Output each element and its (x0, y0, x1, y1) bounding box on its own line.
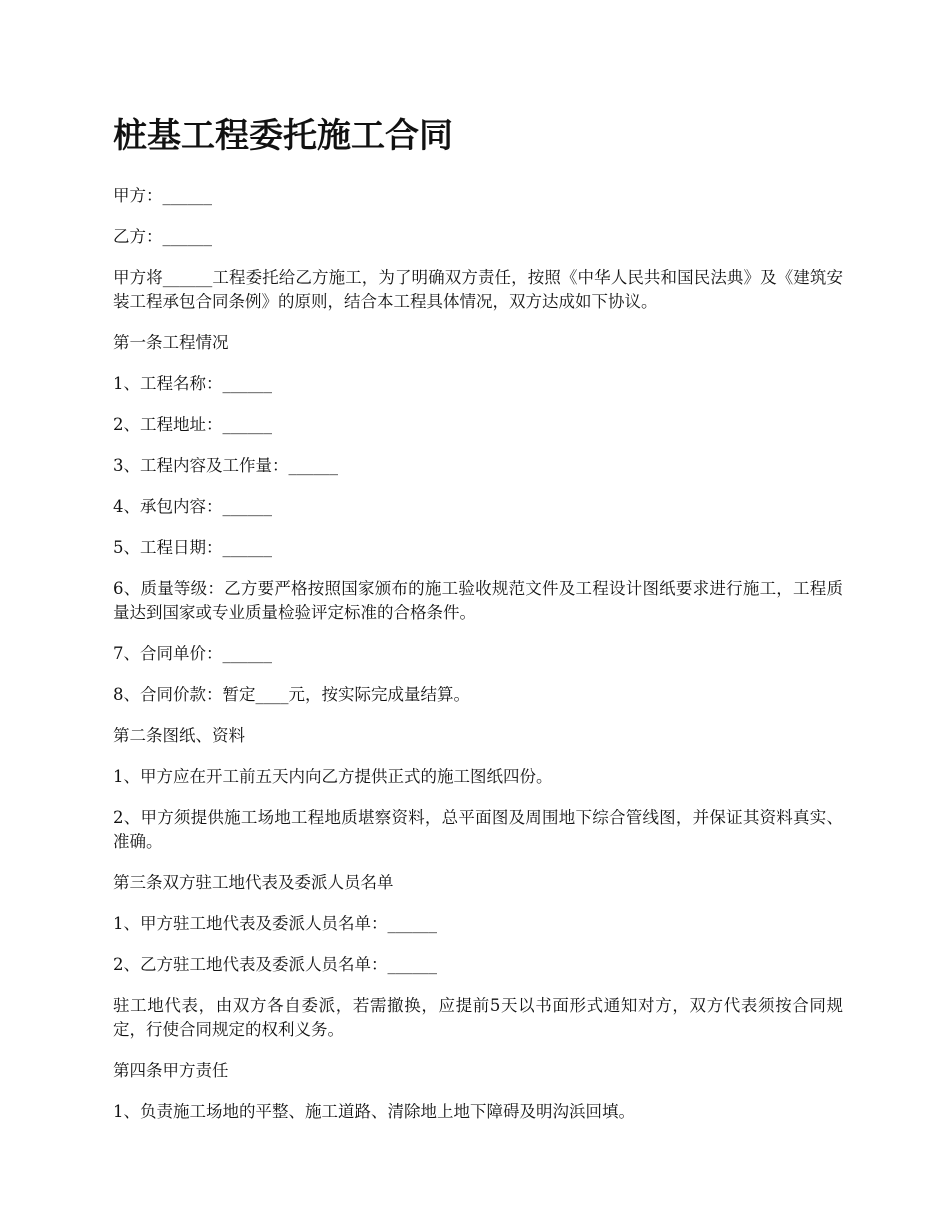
section-heading-3: 第三条双方驻工地代表及委派人员名单 (113, 873, 394, 892)
clause-item: 1、甲方驻工地代表及委派人员名单：______ (113, 914, 437, 933)
clause-item: 2、乙方驻工地代表及委派人员名单：______ (113, 955, 437, 974)
clause-item: 5、工程日期：______ (113, 538, 272, 557)
section-heading-2: 第二条图纸、资料 (113, 726, 245, 745)
clause-item: 2、工程地址：______ (113, 415, 272, 434)
clause-item: 1、负责施工场地的平整、施工道路、清除地上地下障碍及明沟浜回填。 (113, 1102, 635, 1121)
party-b-line: 乙方：______ (113, 227, 212, 246)
section-heading-4: 第四条甲方责任 (113, 1061, 229, 1080)
document-title: 桩基工程委托施工合同 (113, 116, 453, 156)
section-heading-1: 第一条工程情况 (113, 333, 229, 352)
clause-item: 6、质量等级：乙方要严格按照国家颁布的施工验收规范文件及工程设计图纸要求进行施工，工程质量达到国家或专业质量检验评定标准的合格条件。 (113, 579, 843, 622)
clause-item: 8、合同价款：暂定____元，按实际完成量结算。 (113, 685, 470, 704)
clause-paragraph: 驻工地代表，由双方各自委派，若需撤换，应提前5天以书面形式通知对方，双方代表须按合同规定，行使合同规定的权利义务。 (113, 996, 843, 1039)
clause-item: 4、承包内容：______ (113, 497, 272, 516)
clause-item: 2、甲方须提供施工场地工程地质堪察资料，总平面图及周围地下综合管线图，并保证其资料真实、准确。 (113, 808, 843, 851)
clause-item: 7、合同单价：______ (113, 644, 272, 663)
intro-paragraph: 甲方将______工程委托给乙方施工，为了明确双方责任，按照《中华人民共和国民法典》及《建筑安装工程承包合同条例》的原则，结合本工程具体情况，双方达成如下协议。 (113, 268, 843, 311)
clause-item: 3、工程内容及工作量：______ (113, 456, 338, 475)
clause-item: 1、工程名称：______ (113, 374, 272, 393)
party-a-line: 甲方：______ (113, 186, 212, 205)
clause-item: 1、甲方应在开工前五天内向乙方提供正式的施工图纸四份。 (113, 767, 553, 786)
document-page (113, 112, 843, 1141)
